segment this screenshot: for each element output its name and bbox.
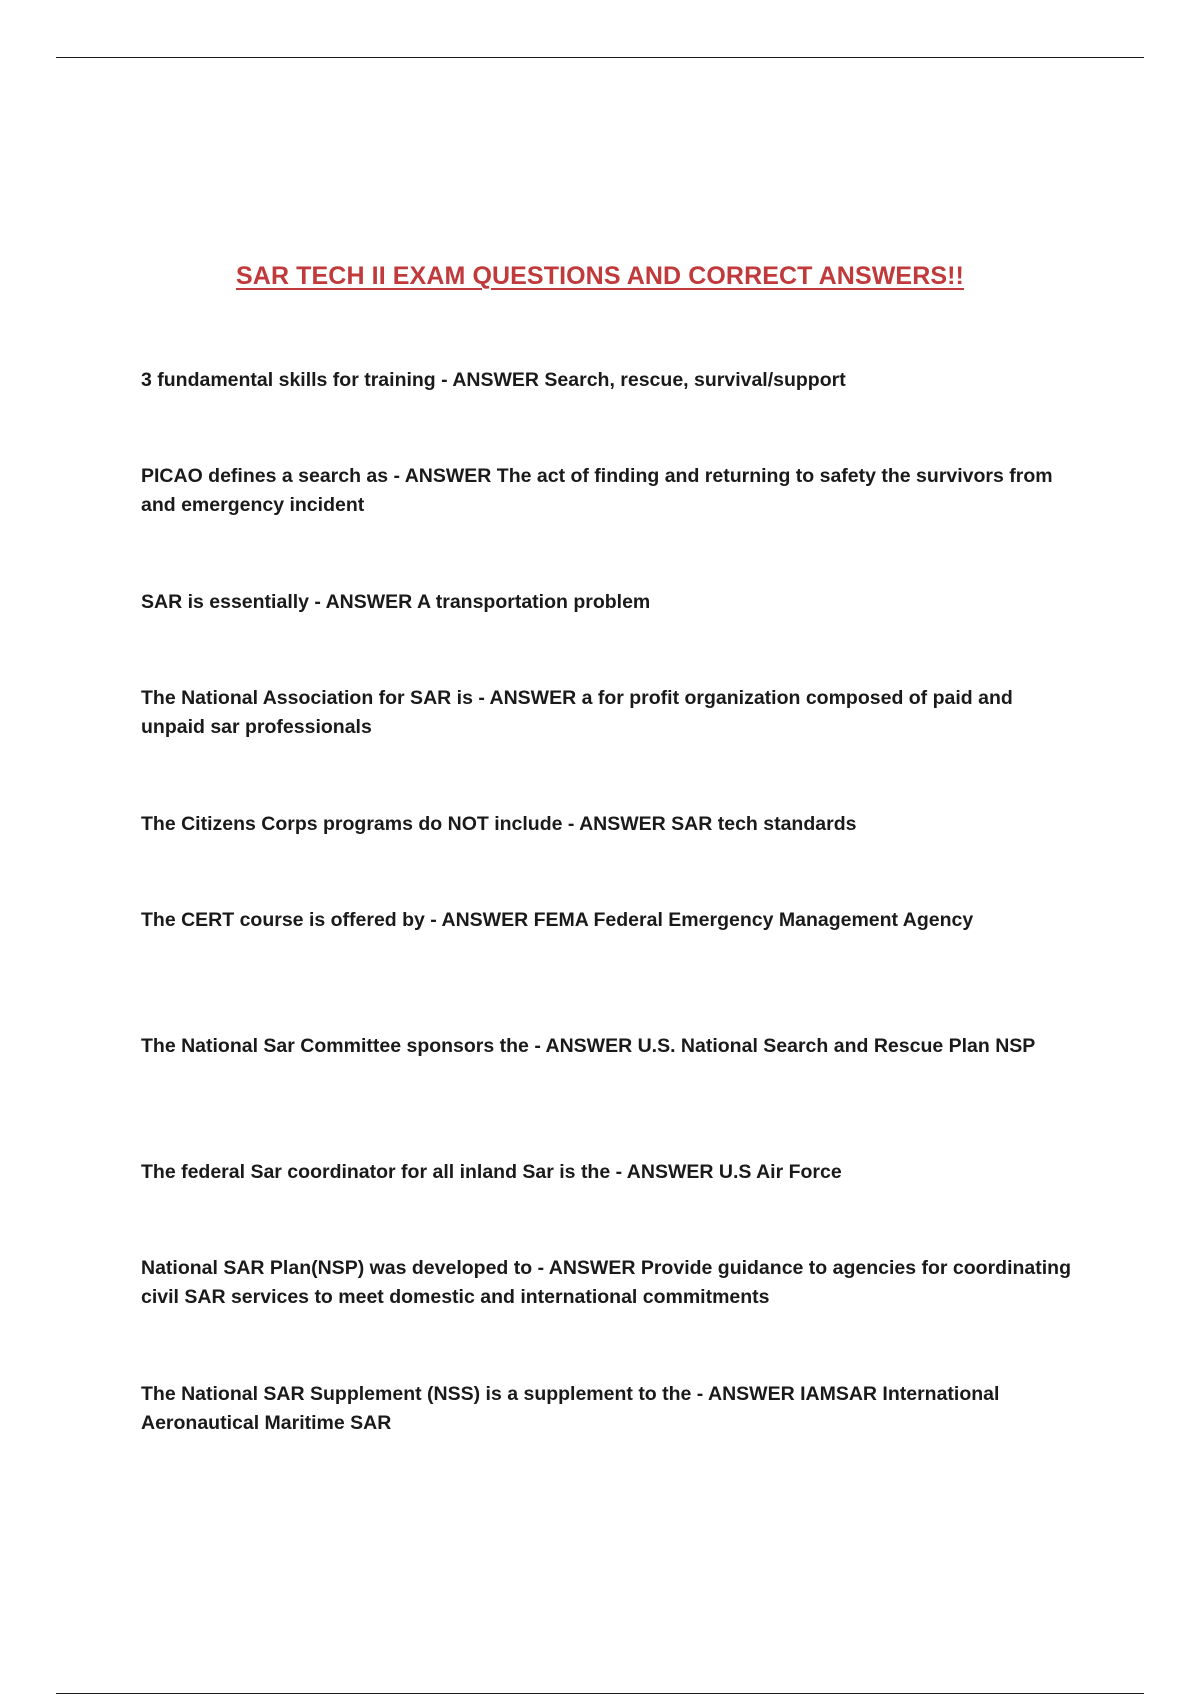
footer-rule — [56, 1693, 1144, 1694]
qa-item: The federal Sar coordinator for all inland Sar is the - ANSWER U.S Air Force — [141, 1161, 842, 1183]
qa-item: The Citizens Corps programs do NOT include - ANSWER SAR tech standards — [141, 813, 857, 835]
qa-item: SAR is essentially - ANSWER A transportation problem — [141, 591, 651, 613]
qa-item: PICAO defines a search as - ANSWER The act of finding and returning to safety the survivors from and emergency incident — [141, 465, 1053, 516]
qa-item: National SAR Plan(NSP) was developed to - ANSWER Provide guidance to agencies for coordinating civil SAR services to meet domestic and international commitments — [141, 1257, 1071, 1308]
qa-item: The National SAR Supplement (NSS) is a supplement to the - ANSWER IAMSAR International Aeronautical Maritime SAR — [141, 1383, 1000, 1434]
qa-item: The National Sar Committee sponsors the - ANSWER U.S. National Search and Rescue Plan NSP — [141, 1035, 1036, 1057]
qa-item: 3 fundamental skills for training - ANSWER Search, rescue, survival/support — [141, 369, 846, 391]
qa-item: The National Association for SAR is - ANSWER a for profit organization composed of paid and unpaid sar professionals — [141, 687, 1013, 738]
qa-item: The CERT course is offered by - ANSWER FEMA Federal Emergency Management Agency — [141, 909, 974, 931]
document-title: SAR TECH II EXAM QUESTIONS AND CORRECT ANSWERS!! — [236, 262, 964, 290]
